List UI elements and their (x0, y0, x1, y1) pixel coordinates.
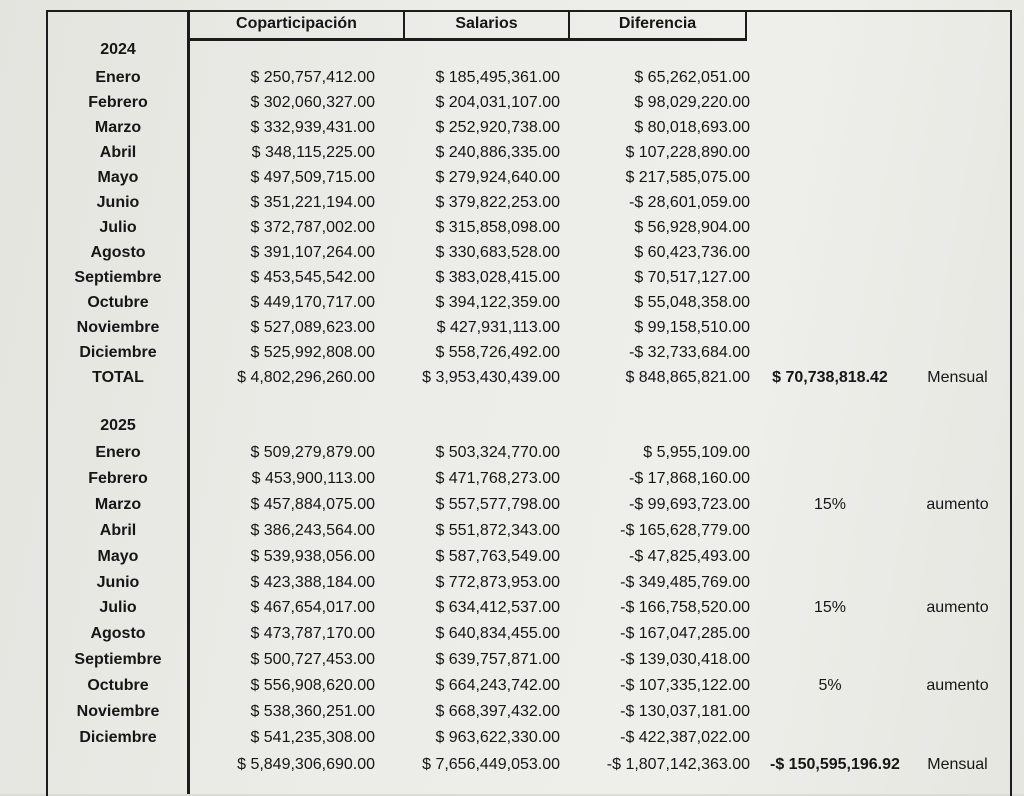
coparticipacion-value: $ 453,545,542.00 (250, 269, 375, 286)
table-row (0, 571, 1024, 595)
month-label: Diciembre (79, 728, 157, 746)
header-diferencia: Diferencia (570, 10, 747, 38)
coparticipacion-value: $ 500,727,453.00 (250, 651, 375, 669)
diferencia-value: $ 55,048,358.00 (634, 294, 750, 311)
month-label: Agosto (90, 244, 146, 261)
month-label: Septiembre (74, 269, 162, 286)
salarios-value: $ 558,726,492.00 (435, 344, 560, 361)
month-label: Abril (99, 144, 137, 161)
month-label: Mayo (97, 169, 139, 186)
month-label: Septiembre (74, 651, 162, 669)
month-label: Marzo (94, 119, 142, 136)
total-label: TOTAL (92, 369, 144, 386)
salarios-value: $ 668,397,432.00 (435, 703, 560, 720)
coparticipacion-value: $ 497,509,715.00 (250, 169, 375, 186)
diferencia-value: -$ 99,693,723.00 (629, 495, 750, 513)
diferencia-value: -$ 139,030,418.00 (620, 651, 750, 669)
month-label: Diciembre (79, 344, 157, 361)
diferencia-value: -$ 165,628,779.00 (620, 521, 750, 539)
diferencia-value: $ 107,228,890.00 (625, 144, 750, 161)
table-row (0, 141, 1024, 165)
coparticipacion-value: $ 348,115,225.00 (251, 144, 375, 161)
table-row (0, 291, 1024, 315)
diferencia-value: $ 99,158,510.00 (634, 319, 750, 336)
coparticipacion-value: $ 391,107,264.00 (250, 244, 375, 261)
month-label: Junio (96, 573, 140, 591)
month-label: Febrero (88, 94, 148, 111)
diferencia-value: -$ 32,733,684.00 (629, 344, 750, 361)
month-label: Marzo (94, 495, 142, 513)
coparticipacion-value: $ 457,884,075.00 (250, 495, 375, 513)
month-label: Octubre (87, 677, 149, 695)
diferencia-value: $ 5,955,109.00 (643, 444, 750, 461)
salarios-value: $ 639,757,871.00 (435, 651, 560, 669)
diferencia-value: $ 217,585,075.00 (625, 169, 750, 186)
header-coparticipacion: Coparticipación (190, 10, 405, 38)
coparticipacion-value: $ 556,908,620.00 (250, 677, 375, 695)
table-row (0, 596, 1024, 620)
coparticipacion-value: $ 386,243,564.00 (250, 521, 375, 539)
salarios-value: $ 185,495,361.00 (435, 69, 560, 86)
coparticipacion-value: $ 467,654,017.00 (250, 599, 375, 617)
table-row (0, 519, 1024, 543)
salarios-value: $ 557,577,798.00 (435, 495, 560, 513)
table-row (0, 66, 1024, 90)
salarios-value: $ 204,031,107.00 (435, 94, 560, 111)
month-label: Febrero (88, 469, 148, 487)
coparticipacion-value: $ 302,060,327.00 (250, 94, 375, 111)
total-coparticipacion: $ 5,849,306,690.00 (237, 756, 375, 773)
coparticipacion-value: $ 250,757,412.00 (250, 69, 375, 86)
monthly-average: $ 70,738,818.42 (772, 369, 888, 386)
month-label: Abril (99, 521, 137, 539)
diferencia-value: -$ 130,037,181.00 (620, 703, 750, 720)
salarios-value: $ 427,931,113.00 (436, 319, 560, 336)
salarios-value: $ 963,622,330.00 (435, 728, 560, 746)
total-salarios: $ 7,656,449,053.00 (422, 756, 560, 773)
table-row (0, 700, 1024, 724)
coparticipacion-value: $ 539,938,056.00 (250, 547, 375, 565)
month-label: Noviembre (76, 703, 160, 720)
table-row (0, 241, 1024, 265)
table-row (0, 191, 1024, 215)
diferencia-value: $ 56,928,904.00 (634, 219, 750, 236)
salarios-value: $ 634,412,537.00 (435, 599, 560, 617)
coparticipacion-value: $ 509,279,879.00 (250, 444, 375, 461)
coparticipacion-value: $ 541,235,308.00 (250, 728, 375, 746)
salarios-value: $ 664,243,742.00 (435, 677, 560, 695)
coparticipacion-value: $ 525,992,808.00 (250, 344, 375, 361)
diferencia-value: -$ 167,047,285.00 (620, 625, 750, 643)
monthly-average: -$ 150,595,196.92 (770, 756, 900, 773)
salarios-value: $ 772,873,953.00 (435, 573, 560, 591)
salarios-value: $ 252,920,738.00 (435, 119, 560, 136)
increase-percent: 15% (813, 599, 847, 617)
coparticipacion-value: $ 351,221,194.00 (250, 194, 375, 211)
salarios-value: $ 640,834,455.00 (435, 625, 560, 643)
total-coparticipacion: $ 4,802,296,260.00 (237, 369, 375, 386)
salarios-value: $ 330,683,528.00 (435, 244, 560, 261)
total-diferencia: -$ 1,807,142,363.00 (606, 756, 750, 773)
coparticipacion-value: $ 449,170,717.00 (250, 294, 375, 311)
diferencia-value: -$ 349,485,769.00 (620, 573, 750, 591)
diferencia-value: -$ 47,825,493.00 (629, 547, 750, 565)
diferencia-value: $ 80,018,693.00 (634, 119, 750, 136)
table-row (0, 674, 1024, 698)
monthly-note: Mensual (927, 756, 988, 773)
diferencia-value: $ 65,262,051.00 (634, 69, 750, 86)
table-row (0, 441, 1024, 465)
coparticipacion-value: $ 538,360,251.00 (250, 703, 375, 720)
salarios-value: $ 383,028,415.00 (435, 269, 560, 286)
salarios-value: $ 503,324,770.00 (435, 444, 560, 461)
table-row (0, 622, 1024, 646)
salarios-value: $ 471,768,273.00 (435, 469, 560, 487)
coparticipacion-value: $ 332,939,431.00 (250, 119, 375, 136)
coparticipacion-value: $ 473,787,170.00 (250, 625, 375, 643)
table-row (0, 266, 1024, 290)
total-diferencia: $ 848,865,821.00 (625, 369, 750, 386)
table-row (0, 91, 1024, 115)
table-row (0, 493, 1024, 517)
month-label: Noviembre (76, 319, 160, 336)
table-row (0, 366, 1024, 390)
coparticipacion-value: $ 453,900,113.00 (251, 469, 375, 487)
table-row (0, 316, 1024, 340)
salarios-value: $ 279,924,640.00 (435, 169, 560, 186)
year-label-2024: 2024 (100, 41, 136, 58)
diferencia-value: $ 70,517,127.00 (634, 269, 750, 286)
increase-note: aumento (926, 677, 989, 695)
increase-percent: 15% (813, 495, 847, 513)
month-label: Julio (99, 219, 137, 236)
year-label-2025: 2025 (100, 417, 136, 434)
total-salarios: $ 3,953,430,439.00 (422, 369, 560, 386)
increase-note: aumento (926, 599, 989, 617)
salarios-value: $ 379,822,253.00 (435, 194, 560, 211)
salarios-value: $ 587,763,549.00 (435, 547, 560, 565)
month-label: Enero (95, 444, 141, 461)
table-row (0, 341, 1024, 365)
diferencia-value: -$ 17,868,160.00 (629, 469, 750, 487)
table-row (0, 216, 1024, 240)
diferencia-value: -$ 422,387,022.00 (620, 728, 750, 746)
table-row (0, 753, 1024, 777)
month-label: Enero (95, 69, 141, 86)
table-row (0, 726, 1024, 750)
coparticipacion-value: $ 372,787,002.00 (250, 219, 375, 236)
month-label: Mayo (97, 547, 139, 565)
header-underline (187, 38, 747, 41)
table-row (0, 166, 1024, 190)
diferencia-value: -$ 166,758,520.00 (620, 599, 750, 617)
increase-percent: 5% (818, 677, 842, 695)
increase-note: aumento (926, 495, 989, 513)
month-label: Octubre (87, 294, 149, 311)
month-label: Junio (96, 194, 140, 211)
month-label: Julio (99, 599, 137, 617)
salarios-value: $ 315,858,098.00 (435, 219, 560, 236)
diferencia-value: -$ 28,601,059.00 (629, 194, 750, 211)
salarios-value: $ 240,886,335.00 (435, 144, 560, 161)
month-label: Agosto (90, 625, 146, 643)
diferencia-value: $ 98,029,220.00 (634, 94, 750, 111)
table-row (0, 545, 1024, 569)
salarios-value: $ 394,122,359.00 (435, 294, 560, 311)
salarios-value: $ 551,872,343.00 (435, 521, 560, 539)
diferencia-value: -$ 107,335,122.00 (620, 677, 750, 695)
table-row (0, 467, 1024, 491)
monthly-note: Mensual (927, 369, 988, 386)
coparticipacion-value: $ 423,388,184.00 (250, 573, 375, 591)
table-row (0, 648, 1024, 672)
table-row (0, 116, 1024, 140)
header-salarios: Salarios (405, 10, 570, 38)
coparticipacion-value: $ 527,089,623.00 (250, 319, 375, 336)
diferencia-value: $ 60,423,736.00 (634, 244, 750, 261)
